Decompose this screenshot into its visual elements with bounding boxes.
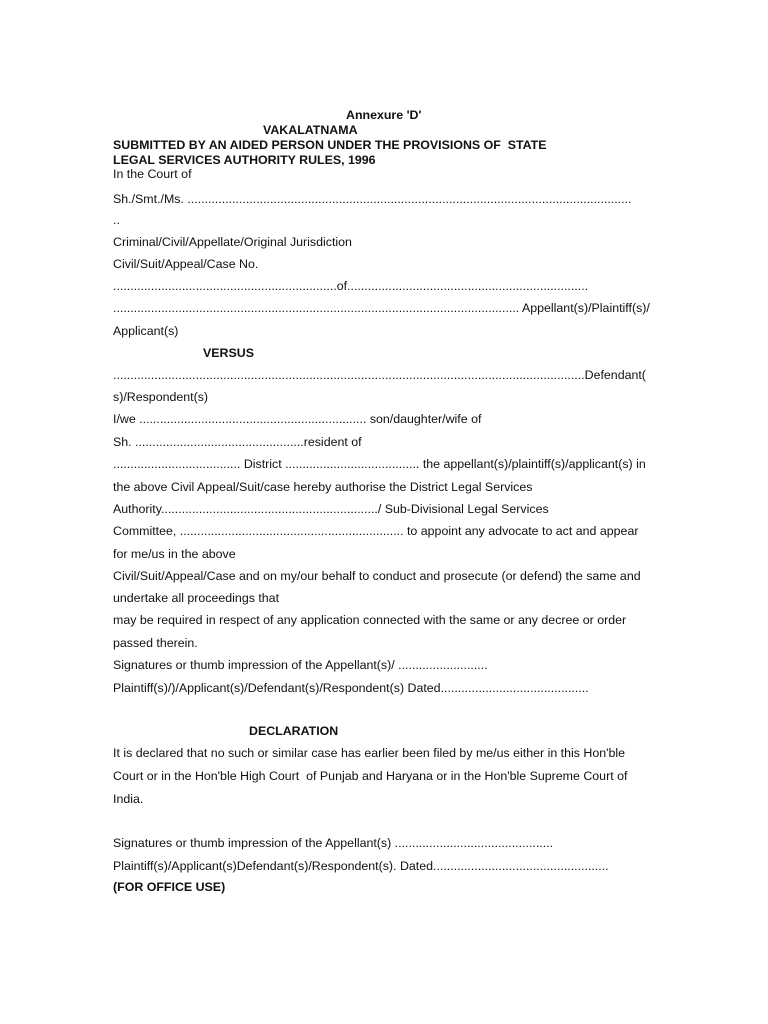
for-me-line: for me/us in the above	[113, 547, 236, 561]
district-line: ..................................... District ....................................... the appellant(s)/plaintiff(s)/applicant(s) in	[113, 457, 646, 471]
court-line: In the Court of	[113, 167, 192, 181]
name-line: Sh./Smt./Ms. .................................................................................................................................	[113, 192, 632, 206]
passed-line: passed therein.	[113, 636, 198, 650]
case-number-line: Civil/Suit/Appeal/Case No.	[113, 257, 259, 271]
signature-line-2-continuation: Plaintiff(s)/Applicant(s)Defendant(s)/Respondent(s). Dated...................................................	[113, 859, 609, 873]
office-use-heading: (FOR OFFICE USE)	[113, 880, 226, 894]
defendant-line: .........................................................................................................................................Defendant(	[113, 368, 646, 382]
case-of-line: .................................................................of......................................................................	[113, 279, 589, 293]
resident-line: Sh. .................................................resident of	[113, 435, 362, 449]
appellant-line: ...................................................................................................................... Appellant(s)/Plaintiff(s)/	[113, 301, 650, 315]
document-subtitle-line-2: LEGAL SERVICES AUTHORITY RULES, 1996	[113, 153, 376, 167]
declaration-text-2: Court or in the Hon'ble High Court of Punjab and Haryana or in the Hon'ble Supreme Court of	[113, 769, 628, 783]
document-subtitle-line-1: SUBMITTED BY AN AIDED PERSON UNDER THE PROVISIONS OF STATE	[113, 138, 547, 152]
authorise-line: the above Civil Appeal/Suit/case hereby authorise the District Legal Services	[113, 480, 533, 494]
declaration-text-1: It is declared that no such or similar case has earlier been filed by me/us either in this Hon'ble	[113, 746, 626, 760]
declaration-heading: DECLARATION	[249, 724, 339, 738]
annexure-label: Annexure 'D'	[346, 108, 422, 122]
committee-line: Committee, ................................................................. to appoint any advocate to act and appear	[113, 524, 639, 538]
signature-line-2: Signatures or thumb impression of the Appellant(s) ..............................................	[113, 836, 554, 850]
respondent-line: s)/Respondent(s)	[113, 390, 209, 404]
name-line-continuation: ..	[113, 213, 120, 227]
declaration-text-3: India.	[113, 792, 144, 806]
authority-line: Authority.............................................................../ Sub-Divisional Legal Services	[113, 502, 549, 516]
iwe-line: I/we .................................................................. son/daughter/wife of	[113, 412, 482, 426]
conduct-line: Civil/Suit/Appeal/Case and on my/our behalf to conduct and prosecute (or defend) the same and	[113, 569, 641, 583]
applicant-line: Applicant(s)	[113, 324, 179, 338]
signature-line-1: Signatures or thumb impression of the Appellant(s)/ ..........................	[113, 658, 488, 672]
undertake-line: undertake all proceedings that	[113, 591, 280, 605]
jurisdiction-line: Criminal/Civil/Appellate/Original Jurisdiction	[113, 235, 352, 249]
required-line: may be required in respect of any application connected with the same or any decree or order	[113, 613, 627, 627]
document-title: VAKALATNAMA	[263, 123, 358, 137]
versus-heading: VERSUS	[203, 346, 254, 360]
signature-line-1-continuation: Plaintiff(s)/)/Applicant(s)/Defendant(s)/Respondent(s) Dated...........................................	[113, 681, 589, 695]
